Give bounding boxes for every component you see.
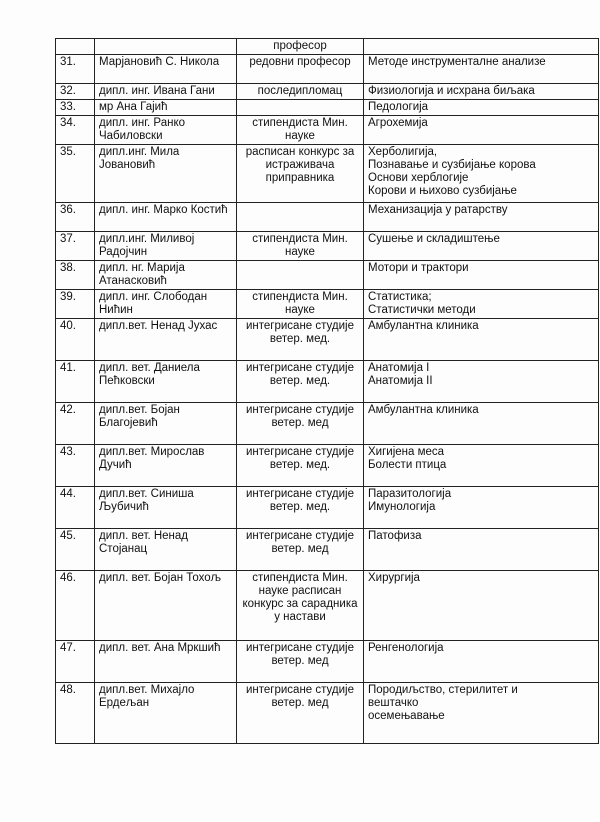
subject-list [364,445,599,487]
staff-name: дипл. инг. Марко Костић [95,203,237,232]
row-number: 32. [56,84,95,100]
subject-item: Анатомија II [368,375,433,387]
table-row [56,487,599,529]
subject-item: Болести птица [368,459,447,471]
row-number: 47. [56,641,95,683]
row-number: 42. [56,403,95,445]
table-row [56,55,599,84]
row-number: 38. [56,261,95,290]
table-row [56,361,599,403]
table-row [56,529,599,571]
row-number: 43. [56,445,95,487]
subject-list [364,641,599,683]
staff-name [95,39,237,55]
subject-list [364,290,599,319]
subject-item: Физиологија и исхрана биљака [368,85,535,97]
staff-name: дипл.вет. Мирослав Дучић [95,445,237,487]
table-row [56,403,599,445]
row-number: 44. [56,487,95,529]
row-number: 35. [56,145,95,203]
table-row [56,145,599,203]
subject-list [364,100,599,116]
subject-item: осемењавање [368,710,445,722]
row-number: 37. [56,232,95,261]
staff-status [237,203,364,232]
subject-list [364,261,599,290]
staff-name: дипл. нг. Марија Атанасковић [95,261,237,290]
subject-item: Сушење и складиштење [368,233,500,245]
table-row [56,39,599,55]
subject-item: Познавање и сузбијање корова [368,159,536,171]
staff-name: дипл. инг. Ивана Гани [95,84,237,100]
staff-status: интегрисане студије ветер. мед [237,529,364,571]
staff-name: дипл.вет. Бојан Благојевић [95,403,237,445]
row-number: 33. [56,100,95,116]
subject-item: Основи херблогије [368,172,469,184]
subject-list [364,145,599,203]
row-number: 46. [56,571,95,641]
row-number: 45. [56,529,95,571]
staff-status: интегрисане студије ветер. мед [237,683,364,744]
staff-name: дипл. вет. Даниела Пећковски [95,361,237,403]
row-number: 31. [56,55,95,84]
subject-list [364,529,599,571]
staff-name: дипл.инг. Мила Јовановић [95,145,237,203]
table-row [56,641,599,683]
subject-item: Механизација у ратарству [368,204,508,216]
table-row [56,319,599,361]
staff-status: интегрисане студије ветер. мед [237,641,364,683]
staff-name: дипл. вет. Ненад Стојанац [95,529,237,571]
subject-list [364,683,599,744]
subject-list [364,403,599,445]
table-row [56,571,599,641]
subject-list [364,39,599,55]
subject-list [364,319,599,361]
row-number: 34. [56,116,95,145]
table-row [56,683,599,744]
table-row [56,232,599,261]
staff-status: стипендиста Мин. науке [237,290,364,319]
staff-status: редовни професор [237,55,364,84]
staff-name: дипл.вет. Синиша Љубичић [95,487,237,529]
staff-status: стипендиста Мин. науке [237,232,364,261]
subject-item: Агрохемија [368,117,428,129]
row-number: 48. [56,683,95,744]
staff-status: расписан конкурс за истраживача приправника [237,145,364,203]
row-number: 40. [56,319,95,361]
staff-table-body [56,39,599,744]
subject-list [364,84,599,100]
staff-name: дипл.инг. Миливој Радојчин [95,232,237,261]
subject-item: Амбулантна клиника [368,404,479,416]
subject-item: Патофиза [368,530,422,542]
staff-status: интегрисане студије ветер. мед. [237,361,364,403]
subject-item: вештачко [368,697,419,709]
subject-list [364,571,599,641]
staff-name: дипл. инг. Ранко Чабиловски [95,116,237,145]
staff-table [55,38,599,744]
staff-name: дипл.вет. Михајло Ердељан [95,683,237,744]
subject-item: Породиљство, стерилитет и [368,684,518,696]
row-number [56,39,95,55]
row-number: 36. [56,203,95,232]
subject-item: Паразитологија [368,488,452,500]
staff-status: професор [237,39,364,55]
staff-name: Марјановић С. Никола [95,55,237,84]
staff-name: дипл.вет. Ненад Јухас [95,319,237,361]
subject-item: Корови и њихово сузбијање [368,185,517,197]
table-row [56,203,599,232]
subject-item: Имунологија [368,501,436,513]
table-row [56,290,599,319]
staff-name: мр Ана Гајић [95,100,237,116]
subject-item: Анатомија I [368,362,430,374]
staff-name: дипл. инг. Слободан Нићин [95,290,237,319]
staff-status [237,261,364,290]
subject-item: Статистика; [368,291,432,303]
subject-item: Хирургија [368,572,420,584]
subject-item: Хигијена меса [368,446,445,458]
staff-status: стипендиста Мин. науке расписан конкурс за сарадника у настави [237,571,364,641]
subject-item: Амбулантна клиника [368,320,479,332]
staff-name: дипл. вет. Ана Мркшић [95,641,237,683]
staff-status: интегрисане студије ветер. мед. [237,487,364,529]
subject-item: Методе инструменталне анализе [368,56,546,68]
staff-status: интегрисане студије ветер. мед. [237,445,364,487]
subject-item: Ренгенологија [368,642,444,654]
subject-list [364,55,599,84]
subject-list [364,203,599,232]
staff-status: стипендиста Мин. науке [237,116,364,145]
subject-item: Херболигија, [368,146,438,158]
table-row [56,116,599,145]
staff-status: интегрисане студије ветер. мед [237,403,364,445]
subject-item: Педологија [368,101,429,113]
staff-status: интегрисане студије ветер. мед. [237,319,364,361]
subject-list [364,361,599,403]
row-number: 39. [56,290,95,319]
staff-status: последипломац [237,84,364,100]
subject-item: Мотори и трактори [368,262,469,274]
subject-list [364,487,599,529]
subject-item: Статистички методи [368,304,476,316]
table-row [56,100,599,116]
staff-status [237,100,364,116]
row-number: 41. [56,361,95,403]
subject-list [364,116,599,145]
staff-name: дипл. вет. Бојан Тохољ [95,571,237,641]
table-row [56,84,599,100]
subject-list [364,232,599,261]
table-row [56,445,599,487]
table-row [56,261,599,290]
